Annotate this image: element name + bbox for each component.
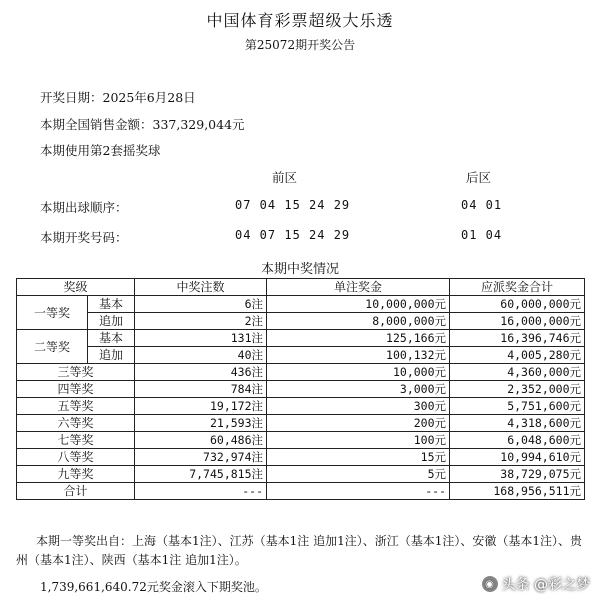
- tier-name: 三等奖: [17, 364, 135, 381]
- prize-table: [16, 278, 585, 500]
- tier-name: 七等奖: [17, 432, 135, 449]
- table-row: [17, 466, 585, 483]
- tier-name: 六等奖: [17, 415, 135, 432]
- table-row: [17, 296, 585, 313]
- draw-order-label: 本期出球顺序：: [40, 200, 128, 215]
- prize-total: 4,360,000元: [450, 364, 585, 381]
- prize-amount: 15元: [267, 449, 450, 466]
- table-row: [17, 347, 585, 364]
- sum-total: 168,956,511元: [450, 483, 585, 500]
- winning-numbers-label: 本期开奖号码：: [40, 230, 128, 245]
- prize-amount: 10,000元: [267, 364, 450, 381]
- sum-count: ---: [135, 483, 267, 500]
- winner-count: 436注: [135, 364, 267, 381]
- prize-amount: 100元: [267, 432, 450, 449]
- prize-amount: 125,166元: [267, 330, 450, 347]
- prize-total: 16,396,746元: [450, 330, 585, 347]
- prize-amount: 5元: [267, 466, 450, 483]
- draw-order-back: 04 01: [461, 198, 503, 212]
- table-row: [17, 415, 585, 432]
- jackpot-rollover: 1,739,661,640.72元奖金滚入下期奖池。: [40, 580, 267, 594]
- prize-total: 4,318,600元: [450, 415, 585, 432]
- table-row: [17, 330, 585, 347]
- back-zone-heading: 后区: [466, 170, 492, 185]
- prize-total: 16,000,000元: [450, 313, 585, 330]
- prize-amount: 100,132元: [267, 347, 450, 364]
- header-amount: 单注奖金: [267, 279, 450, 296]
- ball-set: 本期使用第2套摇奖球: [40, 143, 161, 158]
- winner-count: 40注: [135, 347, 267, 364]
- tier-name: 八等奖: [17, 449, 135, 466]
- tier-name: 九等奖: [17, 466, 135, 483]
- table-row: [17, 449, 585, 466]
- prize-total: 5,751,600元: [450, 398, 585, 415]
- prize-total: 6,048,600元: [450, 432, 585, 449]
- header-tier: 奖级: [17, 279, 135, 296]
- prize-amount: 300元: [267, 398, 450, 415]
- watermark-logo-icon: ◉: [482, 576, 498, 592]
- watermark-text: 头条 @彩之梦: [501, 577, 590, 593]
- prize-amount: 8,000,000元: [267, 313, 450, 330]
- prize-amount: 3,000元: [267, 381, 450, 398]
- subtier-label: 追加: [88, 313, 135, 330]
- table-sum-row: [17, 483, 585, 500]
- header-total: 应派奖金合计: [450, 279, 585, 296]
- draw-order-front: 07 04 15 24 29: [235, 198, 351, 212]
- prize-total: 4,005,280元: [450, 347, 585, 364]
- table-row: [17, 398, 585, 415]
- first-prize-origins: 本期一等奖出自：上海（基本1注）、江苏（基本1注 追加1注）、浙江（基本1注）、安徽（基本1注）、贵州（基本1注）、陕西（基本1注 追加1注）。: [16, 534, 582, 567]
- prize-amount: 10,000,000元: [267, 296, 450, 313]
- tier-name: 五等奖: [17, 398, 135, 415]
- watermark: [482, 574, 590, 594]
- draw-date: 开奖日期：2025年6月28日: [40, 90, 196, 105]
- prize-total: 2,352,000元: [450, 381, 585, 398]
- prize-amount: 200元: [267, 415, 450, 432]
- winner-count: 60,486注: [135, 432, 267, 449]
- winner-count: 131注: [135, 330, 267, 347]
- table-row: [17, 381, 585, 398]
- tier-name: 四等奖: [17, 381, 135, 398]
- tier-name: 一等奖: [17, 296, 88, 330]
- sales-amount: 本期全国销售金额：337,329,044元: [40, 117, 245, 132]
- subtier-label: 基本: [88, 330, 135, 347]
- sum-amount: ---: [267, 483, 450, 500]
- winner-count: 6注: [135, 296, 267, 313]
- sum-label: 合计: [17, 483, 135, 500]
- winner-count: 19,172注: [135, 398, 267, 415]
- winner-count: 2注: [135, 313, 267, 330]
- winner-count: 21,593注: [135, 415, 267, 432]
- subtier-label: 追加: [88, 347, 135, 364]
- header-count: 中奖注数: [135, 279, 267, 296]
- prize-total: 38,729,075元: [450, 466, 585, 483]
- tier-name: 二等奖: [17, 330, 88, 364]
- winner-count: 7,745,815注: [135, 466, 267, 483]
- page-title: 中国体育彩票超级大乐透: [206, 11, 394, 30]
- issue-subtitle: 第25072期开奖公告: [244, 38, 356, 52]
- table-header-row: [17, 279, 585, 296]
- winner-count: 732,974注: [135, 449, 267, 466]
- prize-total: 10,994,610元: [450, 449, 585, 466]
- prize-section-title: 本期中奖情况: [260, 262, 339, 277]
- winner-count: 784注: [135, 381, 267, 398]
- prize-total: 60,000,000元: [450, 296, 585, 313]
- table-row: [17, 364, 585, 381]
- table-row: [17, 432, 585, 449]
- subtier-label: 基本: [88, 296, 135, 313]
- winning-front-numbers: 04 07 15 24 29: [235, 228, 351, 242]
- table-row: [17, 313, 585, 330]
- front-zone-heading: 前区: [272, 170, 298, 185]
- winning-back-numbers: 01 04: [461, 228, 503, 242]
